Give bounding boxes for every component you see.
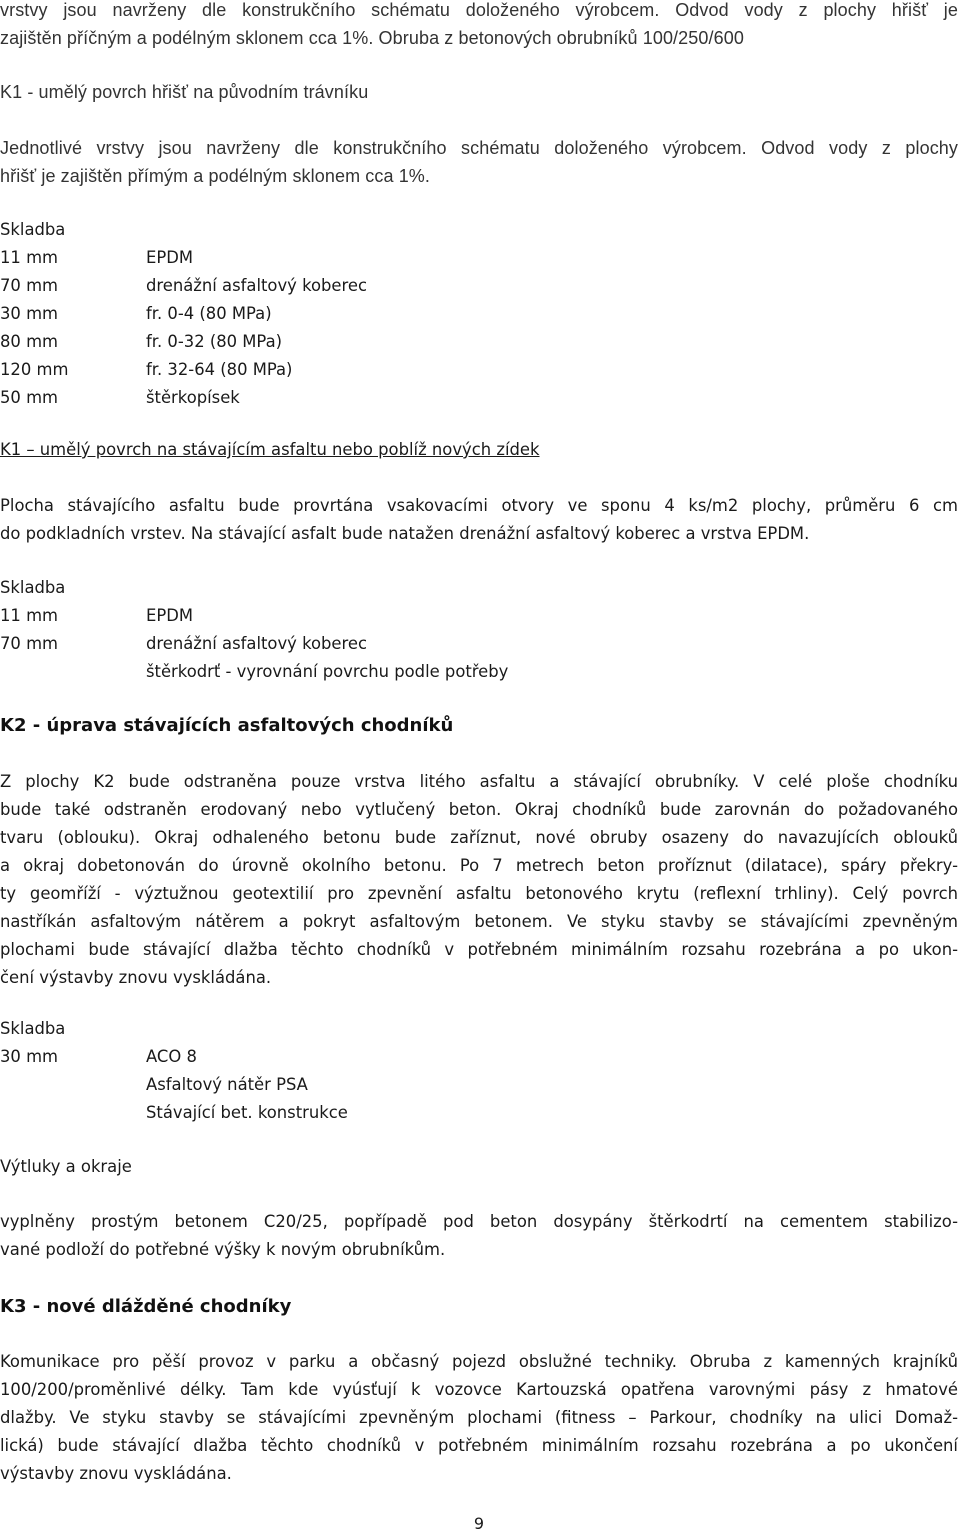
layer-material: EPDM (146, 248, 194, 267)
text-line: ty geomříží - výztužnou geotextilií pro zpevnění asfaltu betonového krytu (reflexní trhliny). Celý povrch (0, 884, 958, 903)
layer-material: drenážní asfaltový koberec (146, 276, 367, 295)
text-line: vrstvy jsou navrženy dle konstrukčního schématu doloženého výrobcem. Odvod vody z plochy hřišť je (0, 0, 958, 20)
text-line: Plocha stávajícího asfaltu bude provrtána vsakovacími otvory ve sponu 4 ks/m2 plochy, průměru 6 cm (0, 496, 958, 515)
text-line: Z plochy K2 bude odstraněna pouze vrstva litého asfaltu a stávající obrubníky. V celé ploše chodníku (0, 772, 958, 791)
vytluky-label: Výtluky a okraje (0, 1157, 132, 1176)
layer-material: fr. 32-64 (80 MPa) (146, 360, 293, 379)
k1-natural-heading: K1 - umělý povrch hřišť na původním trávníku (0, 82, 369, 102)
layer-thickness: 30 mm (0, 1047, 58, 1066)
text-line: do podkladních vrstev. Na stávající asfalt bude natažen drenážní asfaltový koberec a vrstva EPDM. (0, 524, 810, 543)
text-line: bude také odstraněn erodovaný nebo vytlučený beton. Okraj chodníků bude zarovnán do požadovaného (0, 800, 958, 819)
text-line: zajištěn příčným a podélným sklonem cca 1%. Obruba z betonových obrubníků 100/250/600 (0, 28, 744, 48)
layer-thickness: 70 mm (0, 276, 58, 295)
layer-material: EPDM (146, 606, 194, 625)
vytluky-paragraph (0, 1208, 958, 1264)
k2-paragraph (0, 768, 958, 992)
layer-thickness: 120 mm (0, 360, 69, 379)
layer-material: fr. 0-4 (80 MPa) (146, 304, 272, 323)
layer-table (0, 602, 958, 686)
layer-material: fr. 0-32 (80 MPa) (146, 332, 283, 351)
layer-material: štěrkodrť - vyrovnání povrchu podle potřeby (146, 662, 509, 681)
layer-material: štěrkopísek (146, 388, 240, 407)
skladba-label: Skladba (0, 220, 66, 239)
skladba-label: Skladba (0, 578, 66, 597)
k1-asphalt-paragraph (0, 492, 958, 548)
page-number: 9 (473, 1514, 485, 1533)
text-line: plochami bude stávající dlažba těchto chodníků v potřebném minimálním rozsahu rozebrána a po ukon- (0, 940, 958, 959)
k3-paragraph (0, 1348, 958, 1488)
k3-heading: K3 - nové dlážděné chodníky (0, 1296, 292, 1317)
layer-thickness: 30 mm (0, 304, 58, 323)
skladba-label: Skladba (0, 1019, 66, 1038)
layer-thickness: 50 mm (0, 388, 58, 407)
layer-material: drenážní asfaltový koberec (146, 634, 367, 653)
layer-material: ACO 8 (146, 1047, 197, 1066)
k1-natural-paragraph (0, 134, 958, 190)
text-line: lická) bude stávající dlažba těchto chodníků v potřebném minimálním rozsahu rozebrána a po ukončení (0, 1436, 958, 1455)
layer-material: Asfaltový nátěr PSA (146, 1075, 308, 1094)
text-line: vyplněny prostým betonem C20/25, popřípadě pod beton dosypány štěrkodrtí na cementem stabilizo- (0, 1212, 958, 1231)
layer-table (0, 244, 958, 412)
text-line: Jednotlivé vrstvy jsou navrženy dle konstrukčního schématu doloženého výrobcem. Odvod vody z plochy (0, 138, 958, 158)
text-line: a okraj dobetonován do úrovně okolního betonu. Po 7 metrech beton proříznut (dilatace), spáry překry- (0, 856, 958, 875)
text-line: hřišť je zajištěn přímým a podélným sklonem cca 1%. (0, 166, 431, 186)
text-line: dlažby. Ve styku stavby se stávajícími zpevněným plochami (fitness – Parkour, chodníky na ulici Domaž- (0, 1408, 958, 1427)
text-line: tvaru (oblouku). Okraj odhaleného betonu bude zaříznut, nové obruby osazeny do navazujících oblouků (0, 828, 958, 847)
layer-material: Stávající bet. konstrukce (146, 1103, 348, 1122)
text-line: vané podloží do potřebné výšky k novým obrubníkům. (0, 1240, 446, 1259)
layer-thickness: 70 mm (0, 634, 58, 653)
text-line: čení výstavby znovu vyskládána. (0, 968, 272, 987)
text-line: Komunikace pro pěší provoz v parku a občasný pojezd obslužné techniky. Obruba z kamenných krajníků (0, 1352, 958, 1371)
layer-thickness: 11 mm (0, 248, 58, 267)
intro-paragraph (0, 0, 958, 52)
text-line: nastříkán asfaltovým nátěrem a pokryt asfaltovým betonem. Ve styku stavby se stávajícími zpevněným (0, 912, 958, 931)
layer-thickness: 80 mm (0, 332, 58, 351)
k1-asphalt-heading: K1 – umělý povrch na stávajícím asfaltu nebo poblíž nových zídek (0, 440, 540, 459)
text-line: výstavby znovu vyskládána. (0, 1464, 232, 1483)
k2-heading: K2 - úprava stávajících asfaltových chodníků (0, 715, 454, 736)
layer-thickness: 11 mm (0, 606, 58, 625)
layer-table (0, 1043, 958, 1127)
text-line: 100/200/proměnlivé délky. Tam kde vyúsťují k vozovce Kartouzská opatřena varovnými pásy z hmatové (0, 1380, 958, 1399)
